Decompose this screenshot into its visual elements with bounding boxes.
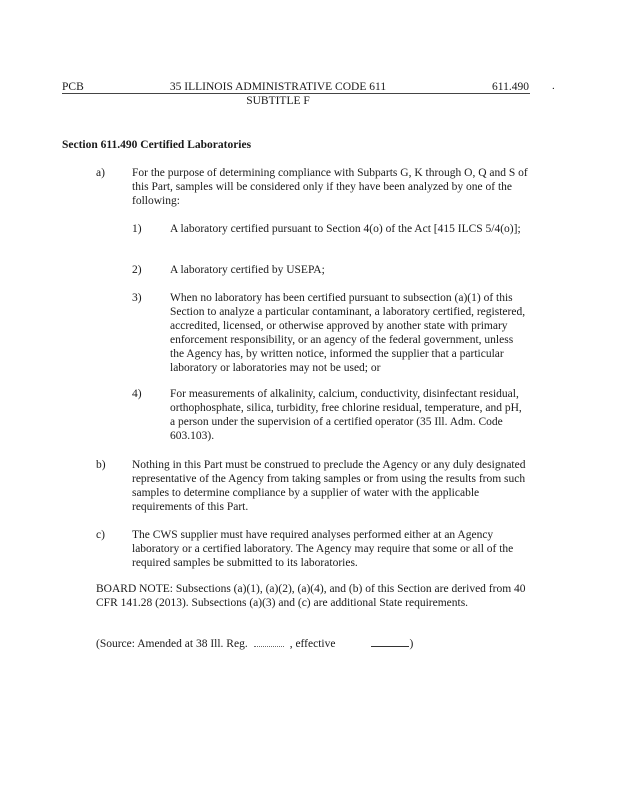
item-text: For measurements of alkalinity, calcium, conductivity, disinfectant residual, orthophosphate, silica, turbidity, free chlorine residual, temperature, and pH, a person under the supervision of a certified operator (35 Ill. Adm. Code 603.103).: [170, 388, 522, 442]
header-code-line2: SUBTITLE F: [246, 95, 310, 107]
item-text: A laboratory certified pursuant to Section 4(o) of the Act [415 ILCS 5/4(o)];: [170, 223, 521, 235]
header-rule: [62, 93, 530, 94]
item-text: A laboratory certified by USEPA;: [170, 264, 325, 276]
subsection-text: The CWS supplier must have required analyses performed either at an Agency laboratory or a certified laboratory. The Agency may require that some or all of the required samples be submitted to its laboratories.: [132, 529, 514, 569]
header-agency: PCB: [62, 81, 84, 93]
header-code: [163, 80, 393, 108]
board-note: BOARD NOTE: Subsections (a)(1), (a)(2), (a)(4), and (b) of this Section are derived from 40 CFR 141.28 (2013). Subsections (a)(3) and (c) are additional State requirements.: [96, 583, 526, 609]
item-label: 2): [132, 264, 142, 276]
header-section-number: 611.490: [492, 81, 529, 93]
item-label: 3): [132, 292, 142, 304]
item-text: When no laboratory has been certified pursuant to subsection (a)(1) of this Section to analyze a particular contaminant, a laboratory certified, registered, accredited, licensed, or otherwise approved by another state with primary enforcement responsibility, or an agency of the federal government, unless the Agency has, by written notice, informed the supplier that a particular laboratory or laboratories may not be used; or: [170, 292, 526, 374]
section-title: Section 611.490 Certified Laboratories: [62, 139, 252, 151]
subsection-label: c): [96, 529, 105, 541]
volume-blank: [254, 646, 284, 647]
source-prefix: (Source: Amended at 38 Ill. Reg.: [96, 638, 248, 650]
source-effective: , effective: [289, 638, 336, 650]
item-label: 4): [132, 388, 142, 400]
subsection-label: b): [96, 459, 106, 471]
item-label: 1): [132, 223, 142, 235]
subsection-label: a): [96, 167, 105, 179]
subsection-text: For the purpose of determining compliance with Subparts G, K through O, Q and S of this Part, samples will be considered only if they have been analyzed by one of the following:: [132, 167, 528, 207]
header-code-line1: 35 ILLINOIS ADMINISTRATIVE CODE 611: [169, 81, 387, 93]
source-note: [96, 638, 413, 650]
source-suffix: ): [409, 638, 414, 650]
header-mark: .: [552, 80, 555, 92]
date-blank: [371, 646, 409, 647]
subsection-text: Nothing in this Part must be construed to preclude the Agency or any duly designated representative of the Agency from taking samples or from using the results from such samples to determine compliance by a supplier of water with the applicable requirements of this Part.: [132, 459, 526, 513]
